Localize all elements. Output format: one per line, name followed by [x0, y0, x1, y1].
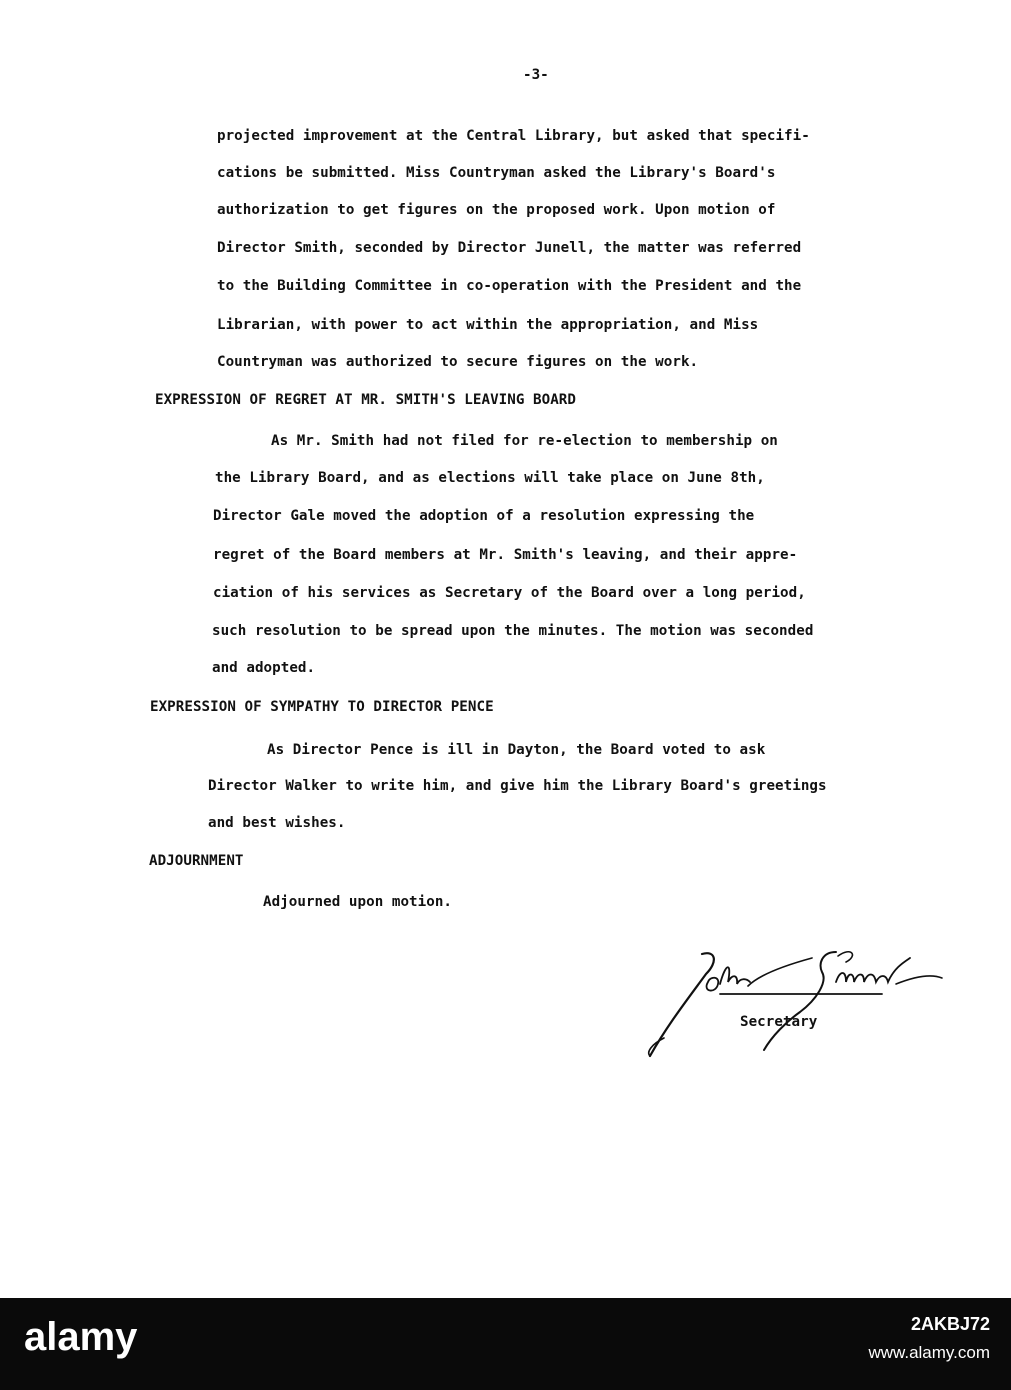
paragraph-line: to the Building Committee in co-operation with the President and the	[217, 278, 802, 294]
section-heading-sympathy: EXPRESSION OF SYMPATHY TO DIRECTOR PENCE	[150, 699, 494, 715]
paragraph-line: cations be submitted. Miss Countryman asked the Library's Board's	[217, 165, 776, 181]
paragraph-line: Director Walker to write him, and give him the Library Board's greetings	[208, 778, 827, 794]
paragraph-line: Director Smith, seconded by Director Junell, the matter was referred	[217, 240, 802, 256]
section-heading-regret: EXPRESSION OF REGRET AT MR. SMITH'S LEAVING BOARD	[155, 392, 576, 408]
paragraph-line: and best wishes.	[208, 815, 346, 831]
paragraph-line: regret of the Board members at Mr. Smith's leaving, and their appre-	[213, 547, 798, 563]
handwritten-signature	[640, 948, 945, 1063]
paragraph-line: Adjourned upon motion.	[263, 894, 453, 910]
signature-title: Secretary	[740, 1014, 818, 1030]
paragraph-line: As Mr. Smith had not filed for re-election to membership on	[271, 433, 778, 449]
page-number: -3-	[523, 67, 549, 83]
stock-url: www.alamy.com	[868, 1343, 990, 1362]
alamy-logo-icon	[24, 1316, 174, 1362]
paragraph-line: such resolution to be spread upon the minutes. The motion was seconded	[212, 623, 814, 639]
paragraph-line: Countryman was authorized to secure figures on the work.	[217, 354, 699, 370]
paragraph-line: and adopted.	[212, 660, 316, 676]
logo-text: alamy	[24, 1316, 138, 1359]
paragraph-line: the Library Board, and as elections will take place on June 8th,	[215, 470, 765, 486]
paragraph-line: authorization to get figures on the proposed work. Upon motion of	[217, 202, 776, 218]
section-heading-adjournment: ADJOURNMENT	[149, 853, 244, 869]
stock-footer-bar	[0, 1298, 1011, 1390]
paragraph-line: ciation of his services as Secretary of the Board over a long period,	[213, 585, 806, 601]
paragraph-line: projected improvement at the Central Library, but asked that specifi-	[217, 128, 810, 144]
paragraph-line: Director Gale moved the adoption of a resolution expressing the	[213, 508, 755, 524]
stock-image-id: 2AKBJ72	[910, 1314, 990, 1334]
paragraph-line: Librarian, with power to act within the appropriation, and Miss	[217, 317, 759, 333]
paragraph-line: As Director Pence is ill in Dayton, the Board voted to ask	[267, 742, 766, 758]
